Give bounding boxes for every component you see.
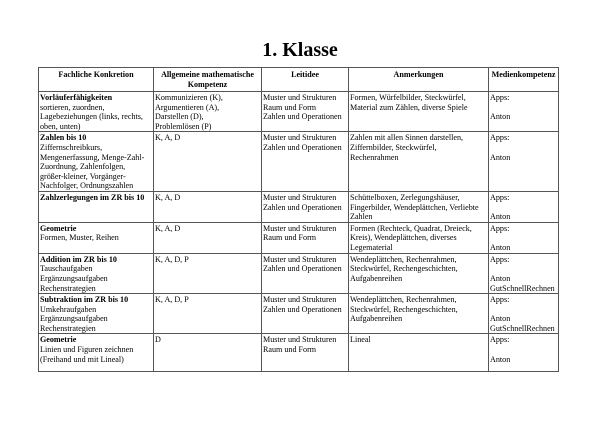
cell-fachliche-konkretion — [39, 191, 154, 222]
cell-anmerkungen — [349, 222, 489, 253]
anmerkungen-line: Lineal — [350, 335, 371, 345]
anmerkungen-line: Legematerial — [350, 242, 393, 252]
medienkompetenz-line: GutSchnellRechnen — [490, 283, 555, 293]
anmerkungen-line: Formen (Rechteck, Quadrat, Dreieck, — [350, 223, 472, 233]
cell-fachliche-konkretion — [39, 294, 154, 334]
header-leitidee: Leitidee — [262, 68, 349, 92]
subject-detail: Tauschaufgaben — [40, 264, 93, 274]
subject-title: Subtraktion im ZR bis 10 — [40, 295, 129, 305]
subject-detail: sortieren, zuordnen, — [40, 102, 105, 112]
cell-fachliche-konkretion — [39, 92, 154, 132]
kompetenz-line: K, A, D, P — [155, 254, 189, 264]
anmerkungen-line: Fingerbilder, Wendeplättchen, Verliebte — [350, 202, 479, 212]
medienkompetenz-line: Apps: — [490, 93, 510, 102]
subject-detail: größer-kleiner, Vorgänger- — [40, 171, 126, 181]
medienkompetenz-line: Apps: — [490, 223, 510, 233]
leitidee-line: Muster und Strukturen — [263, 254, 337, 264]
cell-medienkompetenz — [489, 132, 559, 192]
leitidee-line: Zahlen und Operationen — [263, 112, 342, 122]
leitidee-line: Zahlen und Operationen — [263, 202, 342, 212]
subject-detail: Umkehraufgaben — [40, 304, 97, 314]
kompetenz-line: Argumentieren (A), — [155, 102, 220, 112]
subject-detail: Zuordnung, Zahlenfolgen, — [40, 162, 126, 172]
leitidee-line: Muster und Strukturen — [263, 133, 337, 143]
anmerkungen-line: Zahlen — [350, 212, 373, 222]
cell-leitidee — [262, 92, 349, 132]
subject-title: Zahlen bis 10 — [40, 133, 87, 143]
blank-line — [490, 264, 557, 274]
medienkompetenz-line: Apps: — [490, 295, 510, 305]
cell-leitidee — [262, 191, 349, 222]
subject-detail: Ziffernschreibkurs, — [40, 142, 103, 152]
cell-fachliche-konkretion — [39, 222, 154, 253]
subject-detail: oben, unten) — [40, 121, 81, 131]
blank-line — [490, 233, 557, 243]
page-title: 1. Klasse — [262, 39, 338, 61]
kompetenz-line: K, A, D — [155, 192, 181, 202]
subject-detail: Rechenstrategien — [40, 283, 96, 293]
cell-medienkompetenz — [489, 294, 559, 334]
anmerkungen-line: Wendeplättchen, Rechenrahmen, — [350, 254, 457, 264]
subject-detail: Ergänzungsaufgaben — [40, 314, 108, 324]
cell-medienkompetenz — [489, 222, 559, 253]
anmerkungen-line: Formen, Würfelbilder, Steckwürfel, — [350, 93, 466, 102]
header-medienkompetenz: Medienkompetenz — [489, 68, 559, 92]
anmerkungen-line: Rechenrahmen — [350, 152, 399, 162]
leitidee-line: Zahlen und Operationen — [263, 264, 342, 274]
subject-detail: Ergänzungsaufgaben — [40, 273, 108, 283]
subject-title: Geometrie — [40, 223, 77, 233]
header-anmerkungen: Anmerkungen — [349, 68, 489, 92]
leitidee-line: Zahlen und Operationen — [263, 142, 342, 152]
cell-medienkompetenz — [489, 191, 559, 222]
anmerkungen-line: Wendeplättchen, Rechenrahmen, — [350, 295, 457, 305]
subject-title: Geometrie — [40, 335, 77, 345]
header-fachliche-konkretion: Fachliche Konkretion — [39, 68, 154, 92]
leitidee-line: Zahlen und Operationen — [263, 304, 342, 314]
cell-anmerkungen — [349, 253, 489, 293]
blank-line — [490, 305, 557, 315]
cell-fachliche-konkretion — [39, 132, 154, 192]
medienkompetenz-line: Apps: — [490, 192, 510, 202]
leitidee-line: Muster und Strukturen — [263, 93, 337, 102]
cell-anmerkungen — [349, 191, 489, 222]
subject-title: Addition im ZR bis 10 — [40, 254, 117, 264]
cell-leitidee — [262, 294, 349, 334]
subject-detail: Lagebeziehungen (links, rechts, — [40, 112, 143, 122]
anmerkungen-line: Kreis), Wendeplättchen, diverses — [350, 233, 457, 243]
cell-kompetenz — [154, 294, 262, 334]
subject-detail: Formen, Muster, Reihen — [40, 233, 119, 243]
header-kompetenz: Allgemeine mathematische Kompetenz — [154, 68, 262, 92]
leitidee-line: Raum und Form — [263, 345, 317, 355]
medienkompetenz-line: Anton — [490, 242, 511, 252]
cell-medienkompetenz — [489, 92, 559, 132]
subject-title: Vorläuferfähigkeiten — [40, 93, 113, 102]
anmerkungen-line: Zahlen mit allen Sinnen darstellen, — [350, 133, 464, 143]
blank-line — [490, 345, 557, 355]
cell-leitidee — [262, 253, 349, 293]
kompetenz-line: Darstellen (D), — [155, 112, 204, 122]
cell-kompetenz — [154, 191, 262, 222]
blank-line — [490, 143, 557, 153]
anmerkungen-line: Schüttelboxen, Zerlegungshäuser, — [350, 192, 460, 202]
kompetenz-line: D — [155, 335, 161, 345]
cell-anmerkungen — [349, 334, 489, 372]
cell-kompetenz — [154, 253, 262, 293]
kompetenz-line: K, A, D — [155, 133, 181, 143]
leitidee-line: Muster und Strukturen — [263, 192, 337, 202]
cell-medienkompetenz — [489, 334, 559, 372]
cell-kompetenz — [154, 222, 262, 253]
medienkompetenz-line: Apps: — [490, 254, 510, 264]
anmerkungen-line: Ziffernbilder, Steckwürfel, — [350, 142, 437, 152]
table-row — [39, 132, 559, 192]
cell-leitidee — [262, 334, 349, 372]
kompetenz-line: K, A, D, P — [155, 295, 189, 305]
blank-line — [490, 103, 557, 113]
cell-anmerkungen — [349, 132, 489, 192]
cell-fachliche-konkretion — [39, 334, 154, 372]
medienkompetenz-line: GutSchnellRechnen — [490, 323, 555, 333]
kompetenz-line: Kommunizieren (K), — [155, 93, 223, 102]
medienkompetenz-line: Anton — [490, 112, 511, 122]
table-row — [39, 334, 559, 372]
subject-detail: Mengenerfassung, Menge-Zahl- — [40, 152, 145, 162]
subject-detail: Nachfolger, Ordnungszahlen — [40, 181, 134, 191]
subject-detail: Linien und Figuren zeichnen — [40, 345, 134, 355]
cell-kompetenz — [154, 92, 262, 132]
cell-leitidee — [262, 132, 349, 192]
anmerkungen-line: Steckwürfel, Rechengeschichten, — [350, 264, 458, 274]
leitidee-line: Muster und Strukturen — [263, 295, 337, 305]
leitidee-line: Muster und Strukturen — [263, 223, 337, 233]
subject-detail: Rechenstrategien — [40, 323, 96, 333]
subject-detail: (Freihand und mit Lineal) — [40, 354, 124, 364]
cell-leitidee — [262, 222, 349, 253]
medienkompetenz-line: Anton — [490, 273, 511, 283]
medienkompetenz-line: Apps: — [490, 335, 510, 345]
anmerkungen-line: Material zum Zählen, diverse Spiele — [350, 102, 468, 112]
cell-medienkompetenz — [489, 253, 559, 293]
medienkompetenz-line: Anton — [490, 212, 511, 222]
medienkompetenz-line: Apps: — [490, 133, 510, 143]
medienkompetenz-line: Anton — [490, 314, 511, 324]
table-row — [39, 222, 559, 253]
table-row — [39, 294, 559, 334]
leitidee-line: Raum und Form — [263, 233, 317, 243]
leitidee-line: Raum und Form — [263, 102, 317, 112]
anmerkungen-line: Steckwürfel, Rechengeschichten, — [350, 304, 458, 314]
blank-line — [490, 203, 557, 213]
table-row — [39, 92, 559, 132]
table-header-row — [39, 68, 559, 92]
subject-title: Zahlzerlegungen im ZR bis 10 — [40, 192, 145, 202]
cell-kompetenz — [154, 334, 262, 372]
cell-fachliche-konkretion — [39, 253, 154, 293]
kompetenz-line: K, A, D — [155, 223, 181, 233]
anmerkungen-line: Aufgabenreihen — [350, 314, 403, 324]
cell-anmerkungen — [349, 92, 489, 132]
kompetenz-line: Problemlösen (P) — [155, 121, 212, 131]
curriculum-table — [38, 67, 559, 372]
cell-kompetenz — [154, 132, 262, 192]
cell-anmerkungen — [349, 294, 489, 334]
table-row — [39, 253, 559, 293]
medienkompetenz-line: Anton — [490, 354, 511, 364]
leitidee-line: Muster und Strukturen — [263, 335, 337, 345]
anmerkungen-line: Aufgabenreihen — [350, 273, 403, 283]
table-row — [39, 191, 559, 222]
medienkompetenz-line: Anton — [490, 152, 511, 162]
